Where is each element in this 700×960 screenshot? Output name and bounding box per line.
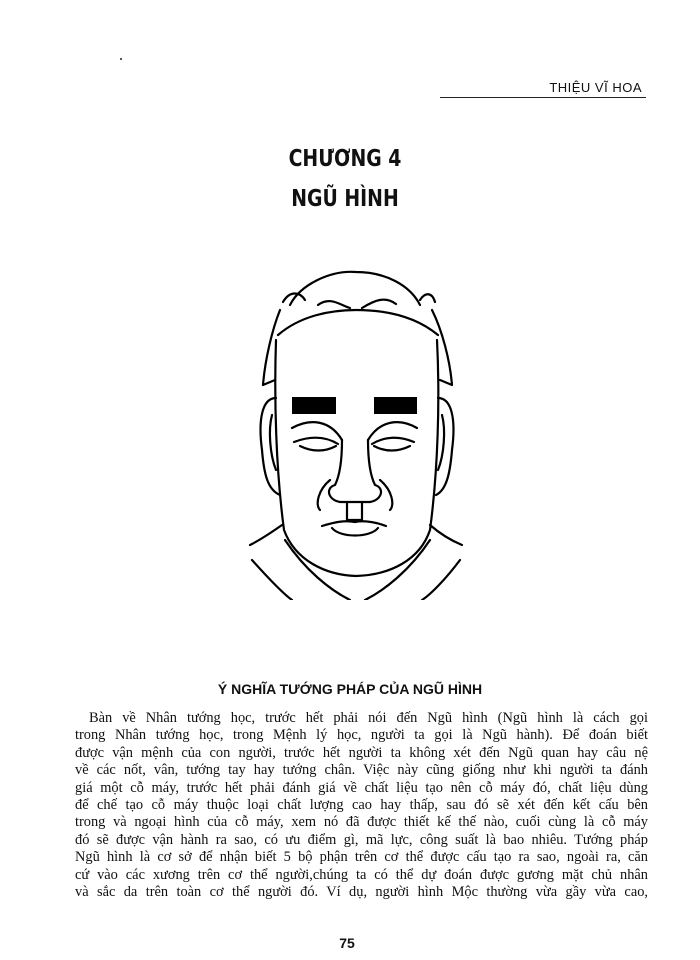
chapter-title: NGŨ HÌNH bbox=[291, 186, 399, 212]
nose bbox=[329, 440, 381, 502]
body-line: cứ vào các xương trên cơ thể người,chúng ta có thể dự đoán được gương mặt chủ nhân bbox=[75, 866, 648, 883]
cap-flap-left bbox=[263, 310, 280, 385]
chapter-number: CHƯƠNG 4 bbox=[288, 146, 402, 172]
mouth bbox=[322, 521, 386, 535]
scan-speck bbox=[120, 58, 122, 60]
body-line: được vận mệnh của con người, trước hết người ta không xét đến Ngũ quan hay câu nệ bbox=[75, 744, 648, 761]
body-line: đó sẽ được vận hành ra sao, có ưu điểm gì, mã lực, công suất là bao nhiêu. Tướng pháp bbox=[75, 831, 648, 848]
body-line: Bàn về Nhân tướng học, trước hết phải nói đến Ngũ hình (Ngũ hình là cách gọi bbox=[89, 710, 648, 726]
body-line: trong và ngoại hình của cỗ máy, xem nó đã được thiết kế thế nào, cuối cùng là cỗ máy bbox=[75, 814, 648, 831]
header-rule bbox=[440, 97, 646, 98]
cap bbox=[290, 272, 420, 305]
page-number: 75 bbox=[339, 935, 355, 951]
running-head-author: THIỆU VĨ HOA bbox=[549, 80, 642, 95]
eye-right bbox=[372, 438, 414, 451]
cap-flap-right bbox=[432, 310, 452, 385]
section-heading: Ý NGHĨA TƯỚNG PHÁP CỦA NGŨ HÌNH bbox=[217, 681, 483, 697]
body-line: để chế tạo cỗ máy thuộc loại chất lượng cao hay thấp, sau đó sẽ xét đến kết cấu bên bbox=[75, 796, 648, 813]
eyebrow-right bbox=[374, 397, 417, 414]
body-line: trong Nhân tướng học, trong Mệnh lý học, người ta gọi là Ngũ hành). Để đoán biết bbox=[75, 727, 648, 744]
body-line: giá một cỗ máy, trước hết phải đánh giá về chất liệu tạo nên cỗ máy đó, chất liệu dùng bbox=[75, 779, 648, 796]
eyebrow-left bbox=[292, 397, 336, 414]
body-text bbox=[75, 710, 648, 901]
eye-left bbox=[294, 438, 338, 451]
body-line: về các nốt, vân, tướng tay hay tướng chân. Việc này cũng giống như khi người ta đánh bbox=[75, 762, 648, 779]
body-line: và sắc da trên toàn cơ thể người đó. Ví dụ, người hình Mộc thường vừa gầy vừa cao, bbox=[75, 883, 648, 900]
cap-band bbox=[278, 310, 438, 335]
face-outline bbox=[275, 340, 438, 576]
face-illustration bbox=[240, 268, 480, 600]
body-line: Ngũ hình là cơ sở để nhận biết 5 bộ phận trên cơ thể được cấu tạo ra sao, ngoài ra, căn bbox=[75, 849, 648, 866]
